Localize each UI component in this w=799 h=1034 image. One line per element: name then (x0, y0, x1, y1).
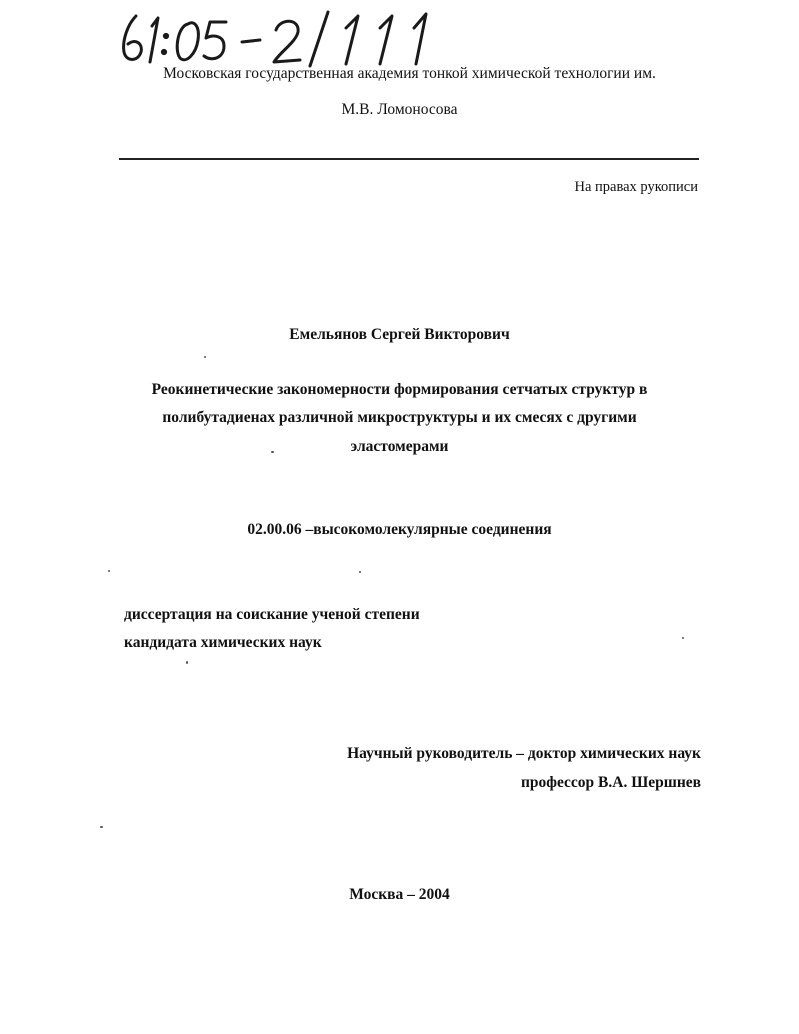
author-name: Емельянов Сергей Викторович (289, 326, 510, 343)
scan-speck (186, 661, 188, 664)
degree-line-1: диссертация на соискание ученой степени (124, 606, 420, 623)
handwritten-archive-code (114, 6, 454, 70)
scan-speck (359, 571, 361, 573)
scan-speck (204, 356, 206, 358)
city-year: Москва – 2004 (349, 886, 450, 903)
dissertation-title-line-1: Реокинетические закономерности формирования сетчатых структур в (151, 381, 648, 398)
advisor-line-1: Научный руководитель – доктор химических наук (347, 745, 701, 762)
scan-speck (100, 826, 103, 828)
specialty-code: 02.00.06 –высокомолекулярные соединения (247, 521, 552, 538)
institution-name (10, 64, 799, 84)
scan-speck (271, 451, 274, 453)
header-divider (119, 158, 699, 160)
scan-speck (108, 570, 110, 572)
dissertation-title-line-2: полибутадиенах различной микроструктуры и их смесях с другими (162, 409, 637, 426)
institution-line-2: М.В. Ломоносова (341, 101, 458, 118)
rights-note: На правах рукописи (574, 179, 698, 195)
dissertation-title-line-3: эластомерами (350, 438, 449, 455)
institution-line-1: Московская государственная академия тонкой химической технологии им. (163, 65, 656, 82)
scan-speck (682, 637, 684, 639)
advisor-line-2: профессор В.А. Шершнев (520, 774, 701, 791)
degree-line-2: кандидата химических наук (124, 634, 322, 651)
